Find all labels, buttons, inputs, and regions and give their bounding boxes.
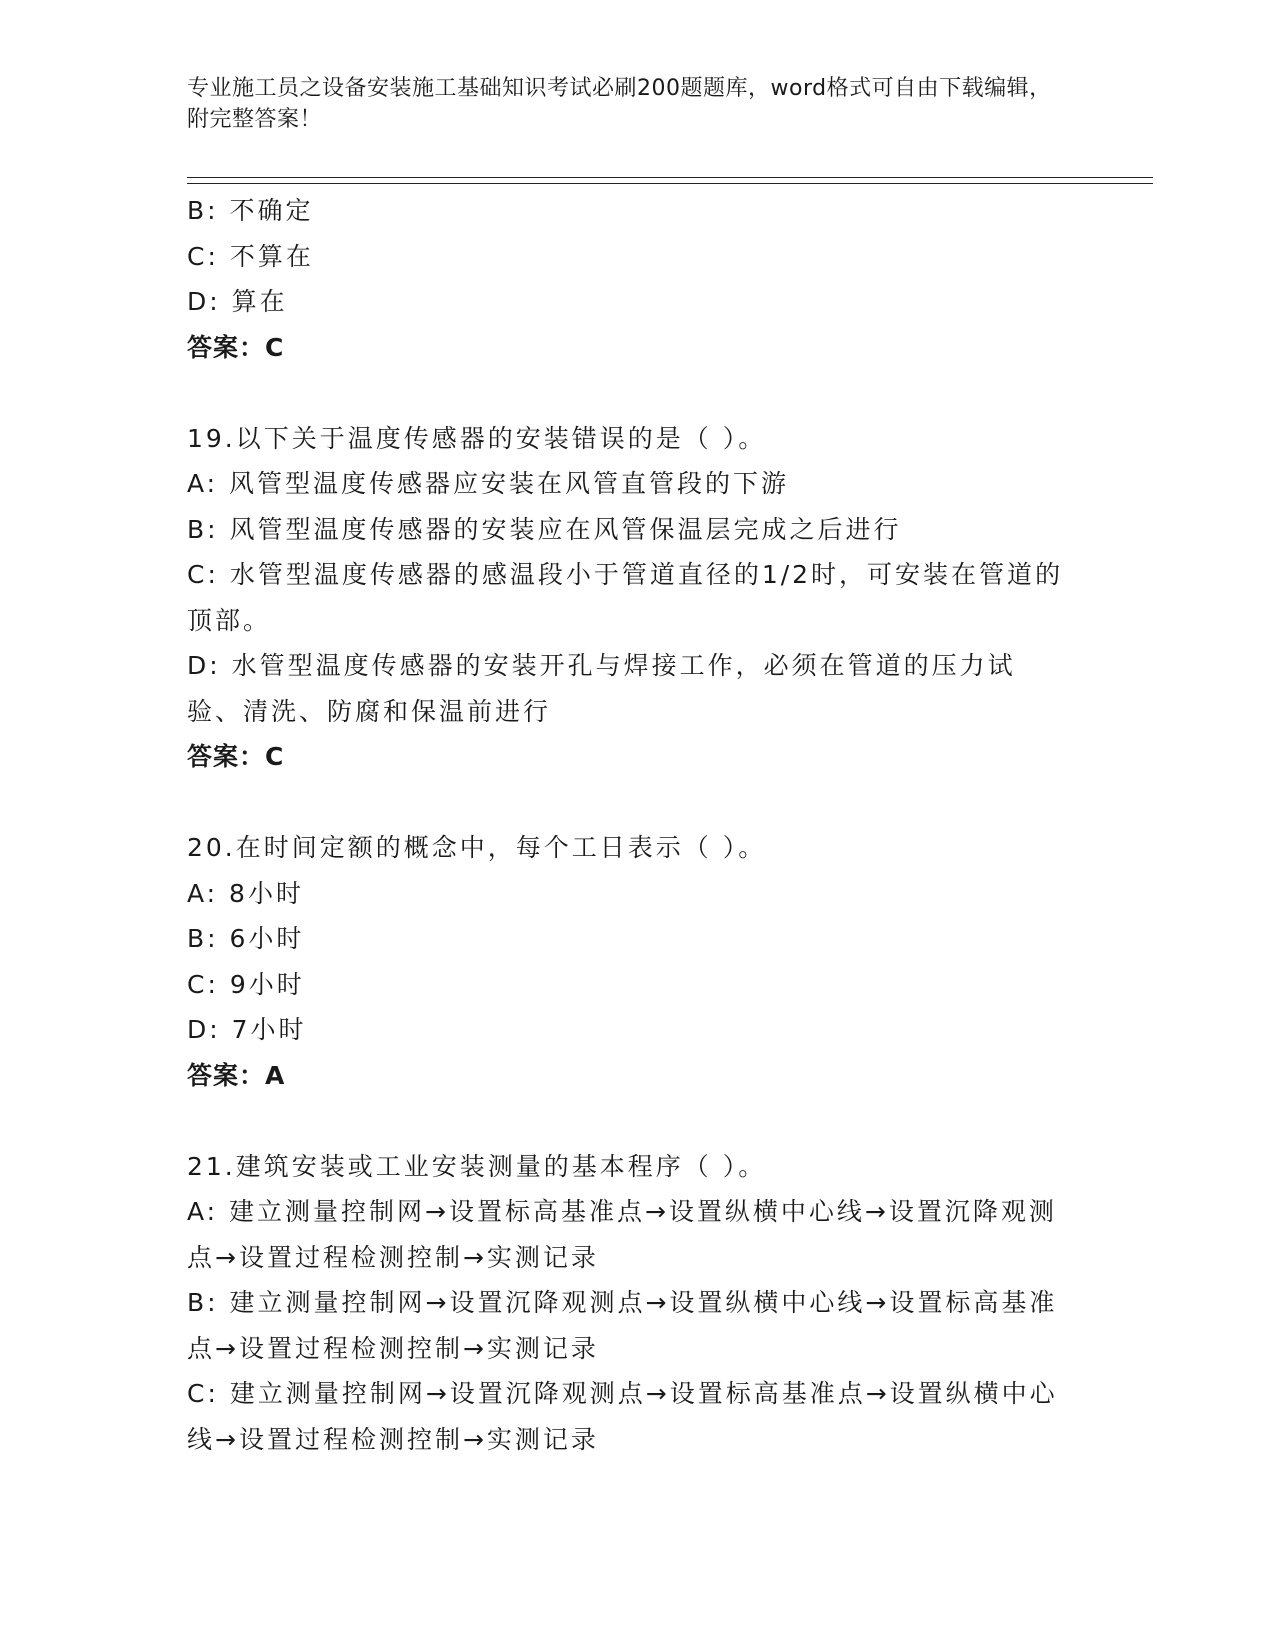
option-a: A: 风管型温度传感器应安装在风管直管段的下游: [187, 469, 790, 498]
question-18-continued: [187, 188, 1067, 370]
option-d: D: 算在: [187, 287, 288, 316]
spacer: [187, 780, 1067, 826]
option-c: C: 不算在: [187, 241, 314, 271]
option-c: C: 9小时: [187, 969, 305, 999]
answer-line: 答案：C: [187, 332, 285, 362]
question-19: [187, 416, 1067, 780]
option-c: C: 水管型温度传感器的感温段小于管道直径的1/2时，可安装在管道的顶部。: [187, 560, 1064, 635]
question-20: [187, 825, 1067, 1098]
option-b: B: 建立测量控制网→设置沉降观测点→设置纵横中心线→设置标高基准点→设置过程检测控制→实测记录: [187, 1288, 1058, 1363]
option-d: D: 7小时: [187, 1015, 307, 1044]
option-c: C: 建立测量控制网→设置沉降观测点→设置标高基准点→设置纵横中心线→设置过程检测控制→实测记录: [187, 1379, 1058, 1454]
question-stem: 19.以下关于温度传感器的安装错误的是（ ）。: [187, 423, 767, 453]
question-stem: 20.在时间定额的概念中，每个工日表示（ ）。: [187, 833, 767, 862]
spacer: [187, 370, 1067, 416]
option-a: A: 建立测量控制网→设置标高基准点→设置纵横中心线→设置沉降观测点→设置过程检测控制→实测记录: [187, 1197, 1057, 1272]
question-21: [187, 1144, 1067, 1463]
spacer: [187, 1098, 1067, 1144]
answer-line: 答案：C: [187, 742, 285, 771]
document-header: 专业施工员之设备安装施工基础知识考试必刷200题题库，word格式可自由下载编辑，附完整答案！: [187, 76, 1052, 132]
header-divider: [187, 177, 1153, 184]
option-a: A: 8小时: [187, 878, 304, 908]
option-d: D: 水管型温度传感器的安装开孔与焊接工作，必须在管道的压力试验、清洗、防腐和保温前进行: [187, 651, 1016, 726]
option-b: B: 风管型温度传感器的安装应在风管保温层完成之后进行: [187, 514, 902, 544]
option-b: B: 不确定: [187, 196, 314, 225]
option-b: B: 6小时: [187, 924, 305, 953]
question-stem: 21.建筑安装或工业安装测量的基本程序（ ）。: [187, 1151, 767, 1181]
answer-line: 答案：A: [187, 1060, 286, 1090]
document-body: [187, 188, 1067, 1462]
